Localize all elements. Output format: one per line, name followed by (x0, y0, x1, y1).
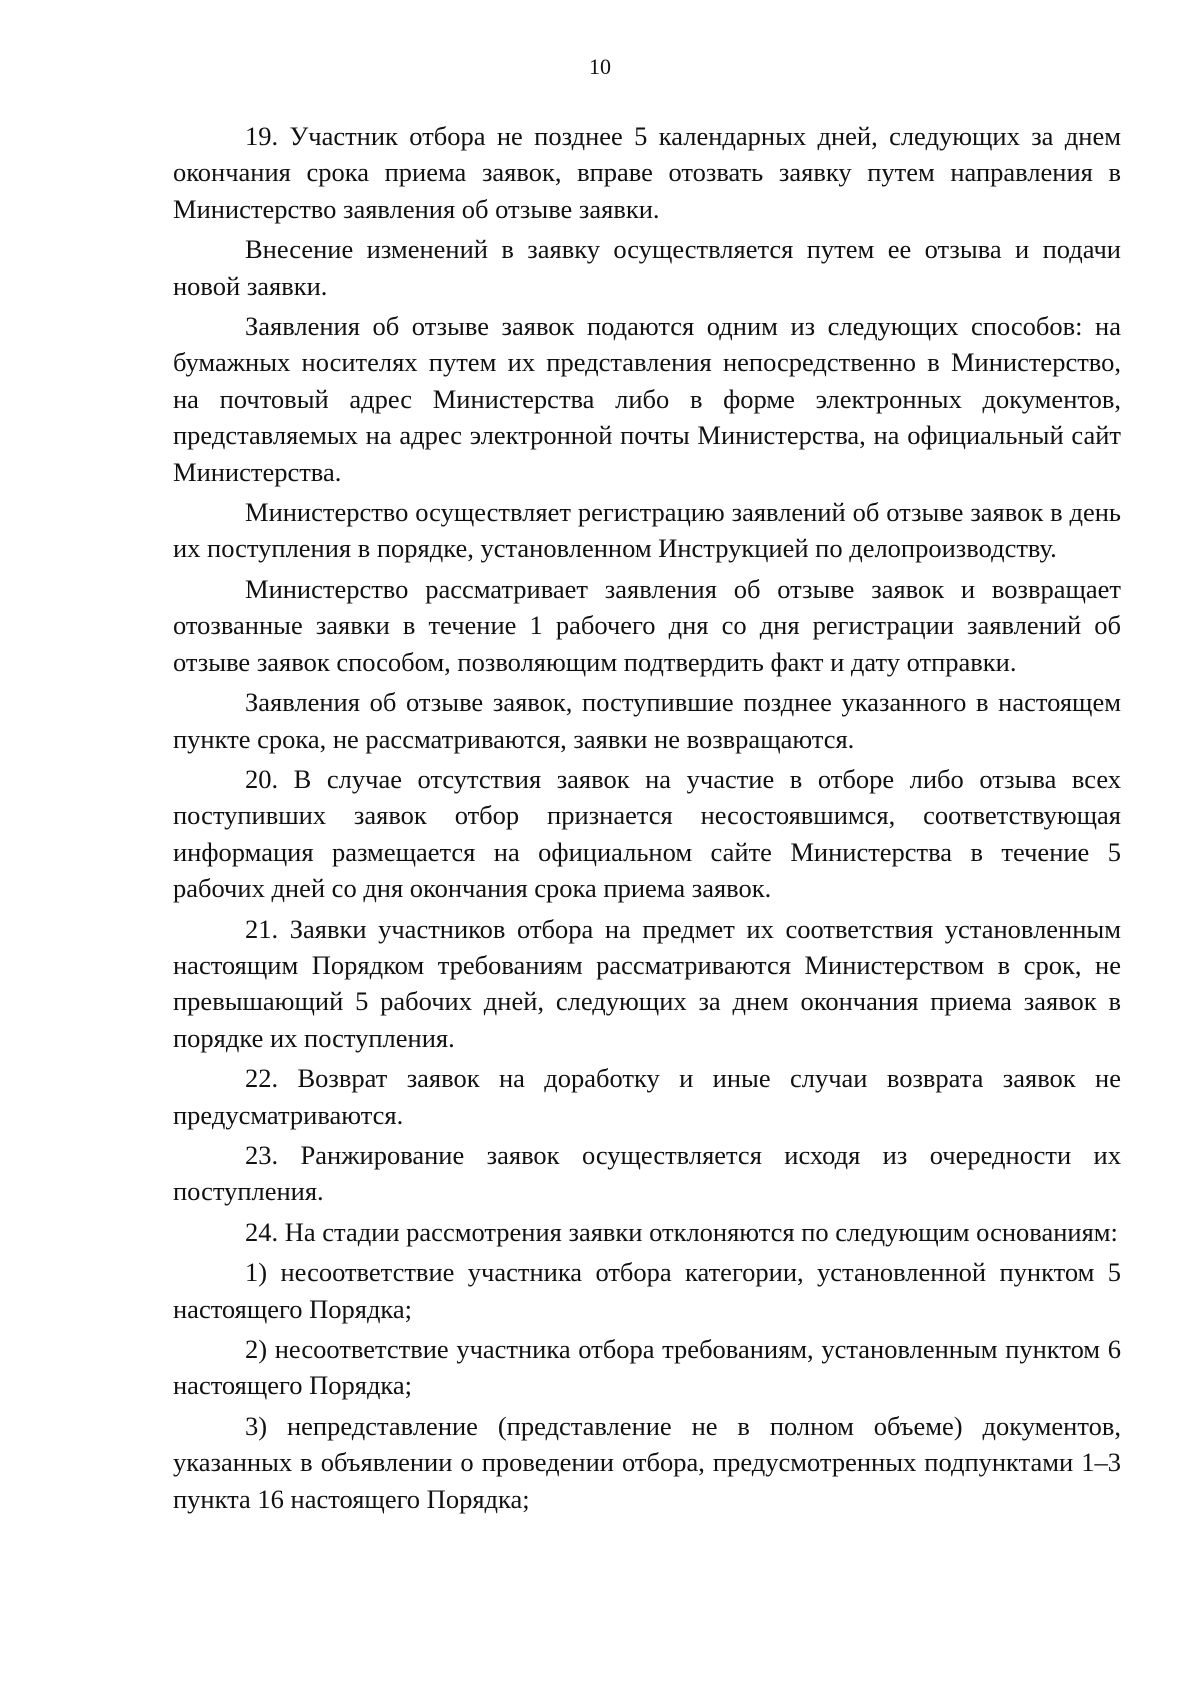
document-body (173, 118, 1121, 1521)
paragraph-amendments: Внесение изменений в заявку осуществляется путем ее отзыва и подачи новой заявки. (173, 234, 1121, 301)
paragraph-review: Министерство рассматривает заявления об отзыве заявок и возвращает отозванные заявки в течение 1 рабочего дня со дня регистрации заявлений об отзыве заявок способом, позволяющим подтвердить факт и дату отправки. (173, 573, 1121, 677)
paragraph-withdrawal-methods: Заявления об отзыве заявок подаются одним из следующих способов: на бумажных носителях путем их представления непосредственно в Министерство, на почтовый адрес Министерства либо в форме электронных документов, представляемых на адрес электронной почты Министерства, на официальный сайт Министерства. (173, 311, 1121, 487)
paragraph-19: 19. Участник отбора не позднее 5 календарных дней, следующих за днем окончания срока приема заявок, вправе отозвать заявку путем направления в Министерство заявления об отзыве заявки. (173, 121, 1121, 224)
paragraph-24: 24. На стадии рассмотрения заявки отклоняются по следующим основаниям: (245, 1216, 1118, 1247)
list-item-2: 2) несоответствие участника отбора требованиям, установленным пунктом 6 настоящего Порядка; (173, 1334, 1121, 1401)
paragraph-21: 21. Заявки участников отбора на предмет их соответствия установленным настоящим Порядком требованиям рассматриваются Министерством в срок, не превышающий 5 рабочих дней, следующих за днем окончания приема заявок в порядке их поступления. (173, 913, 1121, 1053)
paragraph-registration: Министерство осуществляет регистрацию заявлений об отзыве заявок в день их поступления в порядке, установленном Инструкцией по делопроизводству. (173, 497, 1121, 564)
list-item-3: 3) непредставление (представление не в полном объеме) документов, указанных в объявлении о проведении отбора, предусмотренных подпунктами 1–3 пункта 16 настоящего Порядка; (173, 1410, 1121, 1514)
paragraph-20: 20. В случае отсутствия заявок на участие в отборе либо отзыва всех поступивших заявок отбор признается несостоявшимся, соответствующая информация размещается на официальном сайте Министерства в течение 5 рабочих дней со дня окончания срока приема заявок. (173, 763, 1121, 904)
paragraph-23: 23. Ранжирование заявок осуществляется исходя из очередности их поступления. (173, 1139, 1121, 1207)
paragraph-late-withdrawal: Заявления об отзыве заявок, поступившие позднее указанного в настоящем пункте срока, не рассматриваются, заявки не возвращаются. (173, 687, 1121, 754)
paragraph-22: 22. Возврат заявок на доработку и иные случаи возврата заявок не предусматриваются. (173, 1063, 1121, 1130)
page-number: 10 (589, 54, 611, 79)
list-item-1: 1) несоответствие участника отбора категории, установленной пунктом 5 настоящего Порядка; (173, 1257, 1121, 1324)
